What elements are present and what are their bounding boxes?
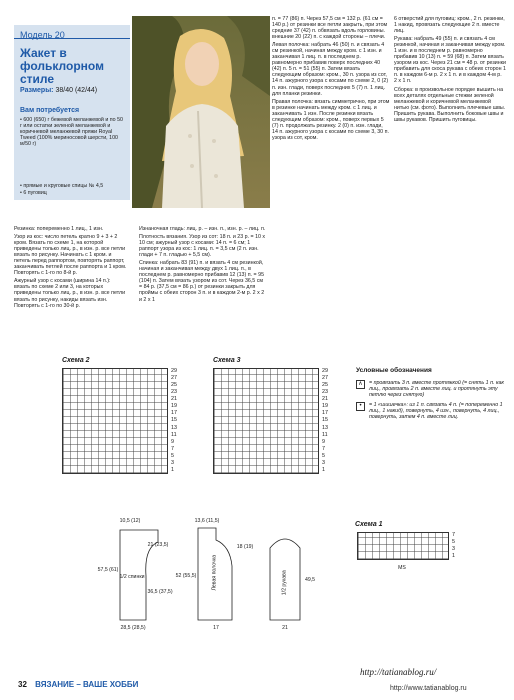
- row-number: 13: [171, 424, 177, 431]
- model-title: Жакет в фольклорном стиле: [20, 46, 104, 86]
- buttons-text: • 6 пуговиц: [20, 190, 47, 196]
- dim-front-armhole: 18 (19): [236, 544, 254, 550]
- dim-back-armhole: 21 (23,5): [147, 542, 169, 548]
- watermark-url-2[interactable]: http://www.tatianablog.ru: [390, 685, 467, 692]
- col2-p2: Плотность вязания. Узор из сот: 18 п. и 23 р. = 10 x 10 см; ажурный узор с косами: 14 п. = 6 см; 1 раппорт узора из кос: 1 лиц. п. = 3,5 см (2 п. изн. глади + 7 п. гладью + 5,5 см).: [139, 234, 266, 259]
- legend-item-1-text: = провязать 3 п. вместе протяжкой (= снять 1 п. как лиц., провязать 2 п. вместе лиц. и протянуть эту петлю через снятую): [369, 380, 504, 399]
- page-number: 32: [18, 680, 27, 689]
- row-number: 17: [171, 410, 177, 417]
- row-number: 7: [322, 445, 325, 452]
- row-number: 19: [171, 403, 177, 410]
- col3-p2: Левая полочка: набрать 46 (50) п. и связать 4 см резинкой, начиная между кром. с 1 изн. и заканчивая 1 лиц. п. в последнем р. равномерно прибавив поверх последних 40 (42) п. 5 п. = 51 (55) п. Затем вязать следующим образом: кром., 30 п. узора из сот, 14 п. ажурного узора с косами по схеме 2, 0 (2) п. изн. глади, поверх последних 5 (7) п. 1 лиц. для планки резинки.: [272, 42, 389, 97]
- row-number: 9: [171, 438, 174, 445]
- row-number: 9: [322, 438, 325, 445]
- row-number: 25: [322, 382, 328, 389]
- bobble-icon: •: [356, 402, 365, 411]
- dim-back-length: 57,5 (61): [97, 567, 119, 573]
- dim-sleeve-length: 49,5: [304, 577, 316, 583]
- row-number: 15: [322, 417, 328, 424]
- row-number: 15: [171, 417, 177, 424]
- row-number: 5: [322, 452, 325, 459]
- needles-text: • прямые и круговые спицы № 4,5: [20, 183, 104, 189]
- chart-2-title: Схема 2: [62, 357, 90, 364]
- sizes-label: Размеры:: [20, 87, 54, 94]
- col4-p2: Рукава: набрать 49 (55) п. и связать 4 см резинкой, начиная и заканчивая между кром. 1 изн. и в последнем р. равномерно прибавив 10 (13) п. = 59 (68) п. Затем вязать узором из кос. Через 21 см = 48 р. от резинки прибавить для скоса рукава с обеих сторон 1 п. в каждом 6-м р. 2 x 1 п. и в каждом 4-м р. 2 x 1 п.: [394, 36, 506, 85]
- dim-sleeve-width: 21: [282, 625, 288, 631]
- dim-front-shoulder: 13,6 (11,5): [194, 518, 220, 524]
- chart-3-title: Схема 3: [213, 357, 241, 364]
- decrease-3-icon: ∧: [356, 380, 365, 389]
- row-number: 29: [171, 368, 177, 374]
- row-number: 7: [452, 532, 455, 538]
- legend-title: Условные обозначения: [356, 367, 432, 374]
- row-number: 5: [452, 539, 455, 545]
- col4-p3: Сборка: в произвольное порядке вышить на всех деталях отдельные стежки зеленой меланжевой и коричневой меланжевой нитью (см. фото). Выполнить плечевые швы. Пришить рукава. Выполнить боковые швы и швы рукавов. Пришить пуговицы.: [394, 86, 506, 123]
- dim-front-length: 52 (55,5): [175, 573, 197, 579]
- chart-1-title: Схема 1: [355, 521, 383, 528]
- chart-1-ms-label: MS: [398, 565, 406, 571]
- col3-p1: п. = 77 (86) п. Через 57,5 см = 132 р. (61 см = 140 р.) от резинки все петли закрыть, при этом средние 37 (42) п. обвязать вдоль горловины. внешние 20 (22) п. с каждой стороны – плечи.: [272, 16, 388, 41]
- footer: [18, 680, 138, 689]
- row-number: 3: [171, 459, 174, 466]
- col1-p3: Ажурный узор с косами (ширина 14 п.): вязать по схеме 2 или 3, на которых приведены только лиц. р., в изн. р. все петли вязать по рисунку, накиды вязать изн. Повторять с 1-го по 30-й р.: [14, 278, 126, 309]
- row-number: 1: [171, 466, 174, 473]
- row-number: 27: [322, 375, 328, 382]
- row-number: 29: [322, 368, 328, 374]
- row-number: 13: [322, 424, 328, 431]
- dim-back-width: 28,5 (28,5): [120, 625, 146, 631]
- magazine-name: ВЯЗАНИЕ – ВАШЕ ХОББИ: [35, 680, 139, 689]
- sleeve-label: 1/2 рукава: [281, 570, 288, 596]
- row-number: 21: [171, 396, 177, 403]
- row-number: 11: [322, 431, 328, 438]
- model-label: Модель 20: [20, 30, 65, 40]
- row-number: 17: [322, 410, 328, 417]
- col2-p1: Изнаночная гладь: лиц. р. – изн. п., изн. р. – лиц. п.: [139, 226, 266, 232]
- row-number: 23: [171, 389, 177, 396]
- col2-p3: Спинка: набрать 83 (91) п. и вязать 4 см резинкой, начиная и заканчивая между двух 1 лиц. п., в последнем р. равномерно прибавив 12 (13) п. = 95 (104) п. Затем вязать узором из сот. Через 36,5 см = 84 р. (37,5 см = 86 р.) от резинки закрыть для проймы с обеих сторон 3 п. и в каждом 2-м р. 2 x 2 и 2 x 1: [139, 260, 265, 303]
- dim-front-width: 17: [213, 625, 219, 631]
- materials-text: • 600 (650) г бежевой меланжевой и по 50 г или остатки зеленой меланжевой и коричневой меланжевой пряжи Royal Tweed (100% мериносовой шерсти, 100 м/50 г): [20, 117, 123, 148]
- row-number: 1: [452, 553, 455, 559]
- legend-item-2-text: = 1 «шишечка»: из 1 п. связать 4 п. (= попеременно 1 лиц., 1 накид), повернуть, 4 изн., повернуть, 4 лиц., повернуть, затем 4 п. вместе лиц.: [369, 401, 503, 421]
- back-label: 1/2 спинки: [119, 574, 145, 580]
- row-number: 27: [171, 375, 177, 382]
- row-number: 3: [452, 546, 455, 552]
- row-number: 1: [322, 466, 325, 473]
- sizes-value: 38/40 (42/44): [55, 87, 98, 94]
- row-number: 11: [171, 431, 177, 438]
- row-number: 5: [171, 452, 174, 459]
- watermark-url[interactable]: http://tatianablog.ru/: [360, 667, 437, 677]
- need-title: Вам потребуется: [20, 107, 80, 114]
- col1-p1: Резинка: попеременно 1 лиц., 1 изн.: [14, 226, 104, 232]
- left-front-label: Левая полочка: [211, 554, 218, 591]
- col4-p1: 6 отверстий для пуговиц: кром., 2 п. резинки, 1 накид, провязать следующие 2 п. вместе лиц.: [394, 16, 505, 35]
- row-number: 19: [322, 403, 328, 410]
- row-number: 21: [322, 396, 328, 403]
- dim-back-side: 36,5 (37,5): [147, 589, 173, 595]
- row-number: 7: [171, 445, 174, 452]
- col3-p3: Правая полочка: вязать симметрично, при этом в резинке начинать между кром. с 1 лиц. и заканчивать 1 изн. После резинки вязать следующим образом: кром., поверх первых 5 (7) п. продолжать резинку. 2 (0) п. изн. глади, 14 п. ажурного узора с косами по схеме 3, 30 п. узора из сот, кром.: [272, 98, 390, 141]
- row-number: 3: [322, 459, 325, 466]
- dim-back-shoulder: 10,5 (12): [119, 518, 141, 524]
- col1-p2: Узор из кос: число петель кратно 9 + 3 + 2 кром. Вязать по схеме 1, на которой приведены только лиц. р., в изн. р. все петли вязать по рисунку. Начинать с 1 кром. и петель перед раппортом, повторять раппорт, заканчивать петлей после раппорта и 1 кром. Повторять с 1-го по 8-й р.: [14, 234, 127, 277]
- row-number: 25: [171, 382, 177, 389]
- row-number: 23: [322, 389, 328, 396]
